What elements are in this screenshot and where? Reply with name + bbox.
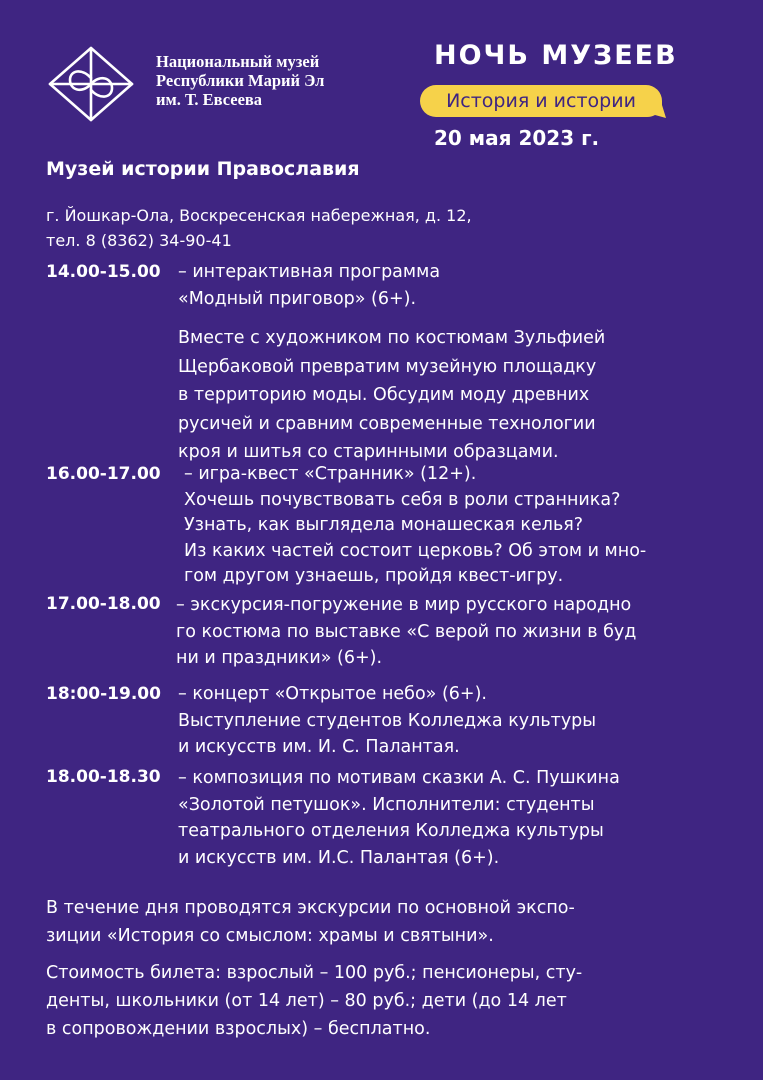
event-line: Из каких частей состоит церковь? Об этом и мно- <box>184 540 647 561</box>
ticket-prices <box>46 959 582 1043</box>
event-description <box>178 259 440 312</box>
event-description <box>178 681 596 761</box>
event-line: и искусств им. И.С. Палантая (6+). <box>178 847 500 868</box>
venue-title: Музей истории Православия <box>46 158 360 180</box>
event-line: театрального отделения Колледжа культуры <box>178 821 604 841</box>
event-line: и искусств им. И. С. Палантая. <box>178 737 460 757</box>
event-description <box>176 592 636 672</box>
event-time: 17.00-18.00 <box>46 594 161 614</box>
event-line: гом другом узнаешь, пройдя квест-игру. <box>184 566 564 586</box>
footer-line: зиции «История со смыслом: храмы и святыни». <box>46 926 494 946</box>
event-line: – концерт «Открытое небо» (6+). <box>178 684 487 704</box>
event-line: в территорию моды. Обсудим моду древних <box>178 385 590 405</box>
event-line: ни и праздники» (6+). <box>176 648 383 668</box>
event-date: 20 мая 2023 г. <box>434 126 600 150</box>
footer-line: в сопровождении взрослых) – бесплатно. <box>46 1019 431 1039</box>
event-time: 16.00-17.00 <box>46 464 161 484</box>
event-line: русичей и сравним современные технологии <box>178 413 596 434</box>
night-of-museums-title: НОЧЬ МУЗЕЕВ <box>434 40 678 71</box>
tagline-text: История и истории <box>446 90 636 112</box>
event-line: го костюма по выставке «С верой по жизни в буд <box>176 621 637 642</box>
event-time: 18.00-18.30 <box>46 767 161 787</box>
address-line: г. Йошкар-Ола, Воскресенская набережная, д. 12, <box>46 206 472 225</box>
event-description <box>184 462 646 590</box>
museum-name-line: им. Т. Евсеева <box>156 90 263 109</box>
footer-line: денты, школьники (от 14 лет) – 80 руб.; дети (до 14 лет <box>46 991 567 1011</box>
event-time: 18:00-19.00 <box>46 684 161 704</box>
event-description <box>178 765 620 871</box>
museum-name-line: Национальный музей <box>156 52 320 71</box>
event-line: Выступление студентов Колледжа культуры <box>178 710 597 731</box>
event-line: Узнать, как выглядела монашеская келья? <box>184 515 584 535</box>
excursions-note <box>46 894 575 950</box>
museum-name-line: Республики Марий Эл <box>156 71 325 90</box>
tagline-bubble <box>419 84 666 120</box>
event-line: кроя и шитья со старинными образцами. <box>178 442 559 462</box>
event-details <box>178 324 605 467</box>
event-line: Щербаковой превратим музейную площадку <box>178 356 597 377</box>
event-line: – экскурсия-погружение в мир русского народно <box>176 595 632 615</box>
event-line: «Золотой петушок». Исполнители: студенты <box>178 794 595 815</box>
event-line: Хочешь почувствовать себя в роли странника? <box>184 489 621 510</box>
museum-name <box>156 52 324 109</box>
event-line: – интерактивная программа <box>178 262 441 282</box>
venue-address <box>46 203 472 253</box>
event-line: – игра-квест «Странник» (12+). <box>184 464 477 484</box>
phone-line: тел. 8 (8362) 34-90-41 <box>46 231 232 250</box>
footer-line: В течение дня проводятся экскурсии по основной экспо- <box>46 898 575 918</box>
footer-line: Стоимость билета: взрослый – 100 руб.; пенсионеры, сту- <box>46 963 583 983</box>
event-line: – композиция по мотивам сказки А. С. Пушкина <box>178 768 620 788</box>
event-line: Вместе с художником по костюмам Зульфией <box>178 328 606 348</box>
event-time: 14.00-15.00 <box>46 262 161 282</box>
museum-logo-icon <box>46 44 136 124</box>
event-line: «Модный приговор» (6+). <box>178 288 417 309</box>
